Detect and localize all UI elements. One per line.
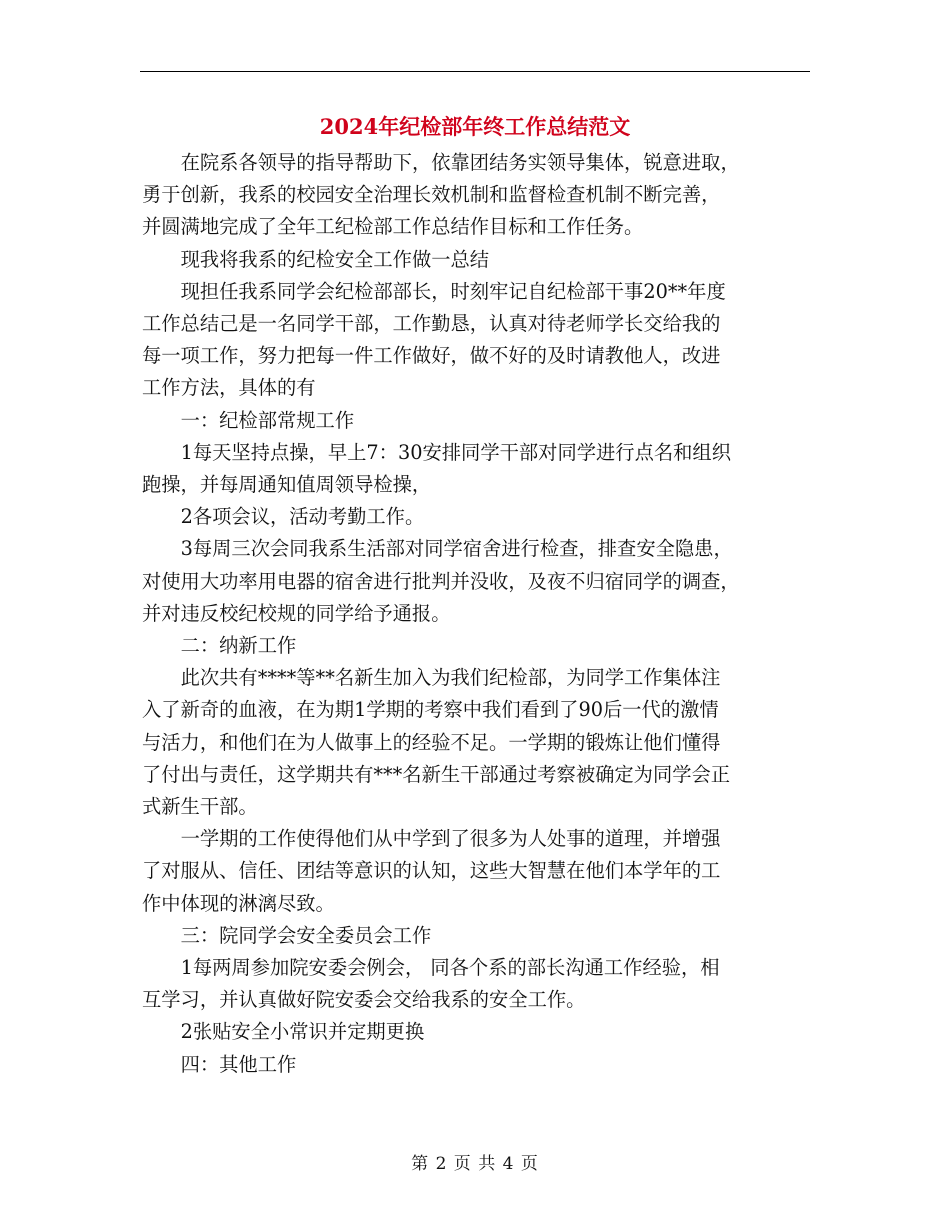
body-line: 2各项会议，活动考勤工作。 — [180, 505, 425, 529]
document-title: 2024年纪检部年终工作总结范文 — [319, 114, 631, 139]
body-line: 此次共有****等**名新生加入为我们纪检部，为同学工作集体注 — [180, 666, 721, 690]
section-heading: 二：纳新工作 — [180, 634, 297, 658]
section-heading: 三：院同学会安全委员会工作 — [180, 923, 432, 947]
body-line: 2张贴安全小常识并定期更换 — [180, 1020, 425, 1044]
body-line: 工作总结己是一名同学干部，工作勤恳，认真对待老师学长交给我的 — [142, 312, 721, 336]
body-line: 跑操，并每周通知值周领导检操， — [142, 473, 432, 497]
section-heading: 一：纪检部常规工作 — [180, 408, 355, 432]
body-line: 3每周三次会同我系生活部对同学宿舍进行检查，排查安全隐患， — [180, 537, 733, 561]
body-line: 并圆满地完成了全年工纪检部工作总结作目标和工作任务。 — [142, 215, 644, 239]
body-line: 现我将我系的纪检安全工作做一总结 — [180, 247, 490, 271]
body-line: 式新生干部。 — [142, 795, 258, 819]
body-line: 现担任我系同学会纪检部部长，时刻牢记自纪检部干事20**年度 — [180, 279, 726, 303]
document-body — [142, 147, 814, 1081]
body-line: 并对违反校纪校规的同学给予通报。 — [142, 601, 451, 625]
body-line: 了对服从、信任、团结等意识的认知，这些大智慧在他们本学年的工 — [142, 859, 721, 883]
page-number: 第 2 页 共 4 页 — [411, 1154, 539, 1174]
body-line: 对使用大功率用电器的宿舍进行批判并没收，及夜不归宿同学的调查， — [142, 569, 740, 593]
body-line: 勇于创新，我系的校园安全治理长效机制和监督检查机制不断完善， — [142, 183, 721, 207]
body-line: 工作方法，具体的有 — [142, 376, 316, 400]
body-line: 1每天坚持点操，早上7：30安排同学干部对同学进行点名和组织 — [180, 440, 731, 464]
body-line: 每一项工作，努力把每一件工作做好，做不好的及时请教他人，改进 — [142, 344, 721, 368]
body-line: 入了新奇的血液，在为期1学期的考察中我们看到了90后一代的激情 — [142, 698, 719, 722]
section-heading: 四：其他工作 — [180, 1052, 297, 1076]
body-line: 了付出与责任，这学期共有***名新生干部通过考察被确定为同学会正 — [142, 762, 731, 786]
body-line: 互学习，并认真做好院安委会交给我系的安全工作。 — [142, 988, 586, 1012]
body-line: 一学期的工作使得他们从中学到了很多为人处事的道理，并增强 — [180, 827, 721, 851]
body-line: 与活力，和他们在为人做事上的经验不足。一学期的锻炼让他们懂得 — [142, 730, 721, 754]
body-line: 在院系各领导的指导帮助下，依靠团结务实领导集体，锐意进取， — [180, 151, 740, 174]
body-line: 1每两周参加院安委会例会， 同各个系的部长沟通工作经验，相 — [180, 956, 720, 980]
body-line: 作中体现的淋漓尽致。 — [142, 891, 335, 915]
header-rule — [140, 71, 810, 72]
